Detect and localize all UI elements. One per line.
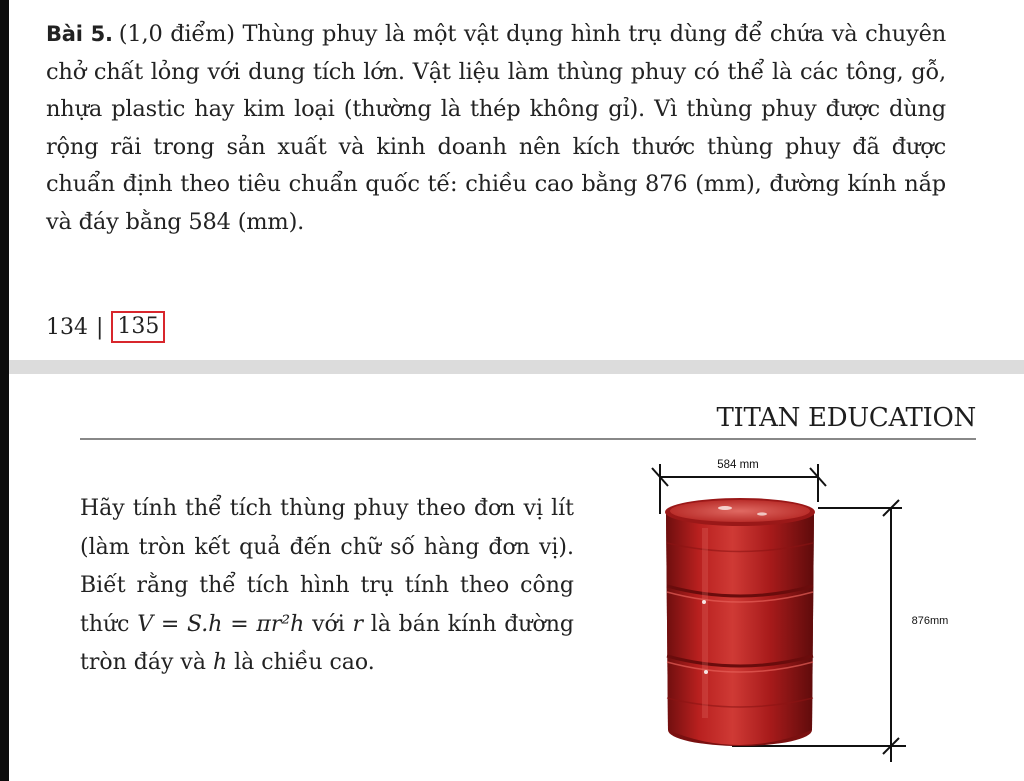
volume-formula: V = S.h = πr²h: [137, 611, 305, 637]
left-edge-bar: [0, 0, 9, 781]
question-intro: Hãy tính thể tích thùng phuy theo đơn vị lít (làm tròn kết quả đến chữ số hàng đơn vị). Biết rằng thể tích hình trụ tính theo công thức: [80, 496, 574, 637]
page-number-previous[interactable]: 134: [46, 314, 88, 340]
page-separator: |: [96, 314, 104, 340]
barrel-figure: [610, 448, 970, 781]
radius-variable: r: [352, 611, 364, 637]
diameter-label: 584 mm: [717, 459, 759, 471]
problem-statement: [46, 16, 946, 242]
problem-text: (1,0 điểm) Thùng phuy là một vật dụng hình trụ dùng để chứa và chuyên chở chất lỏng với dung tích lớn. Vật liệu làm thùng phuy có thể là các tông, gỗ, nhựa plastic hay kim loại (thường là thép không gỉ). Vì thùng phuy được dùng rộng rãi trong sản xuất và kinh doanh nên kích thước thùng phuy đã được chuẩn định theo tiêu chuẩn quốc tế: chiều cao bằng 876 (mm), đường kính nắp và đáy bằng 584 (mm).: [46, 21, 946, 235]
brand-underline: [80, 438, 976, 440]
page-divider: [9, 360, 1024, 374]
page-number-current[interactable]: 135: [111, 311, 165, 343]
question-with: với: [312, 611, 345, 637]
radius-description: là bán kính đường tròn đáy và: [80, 611, 574, 675]
height-description: là chiều cao.: [234, 650, 375, 675]
question-text: [80, 490, 574, 683]
pagination: [46, 311, 165, 343]
barrel: [665, 498, 815, 746]
height-variable: h: [212, 650, 228, 675]
problem-label: Bài 5.: [46, 22, 113, 46]
brand-title: TITAN EDUCATION: [716, 403, 976, 433]
height-label: 876mm: [911, 615, 949, 627]
